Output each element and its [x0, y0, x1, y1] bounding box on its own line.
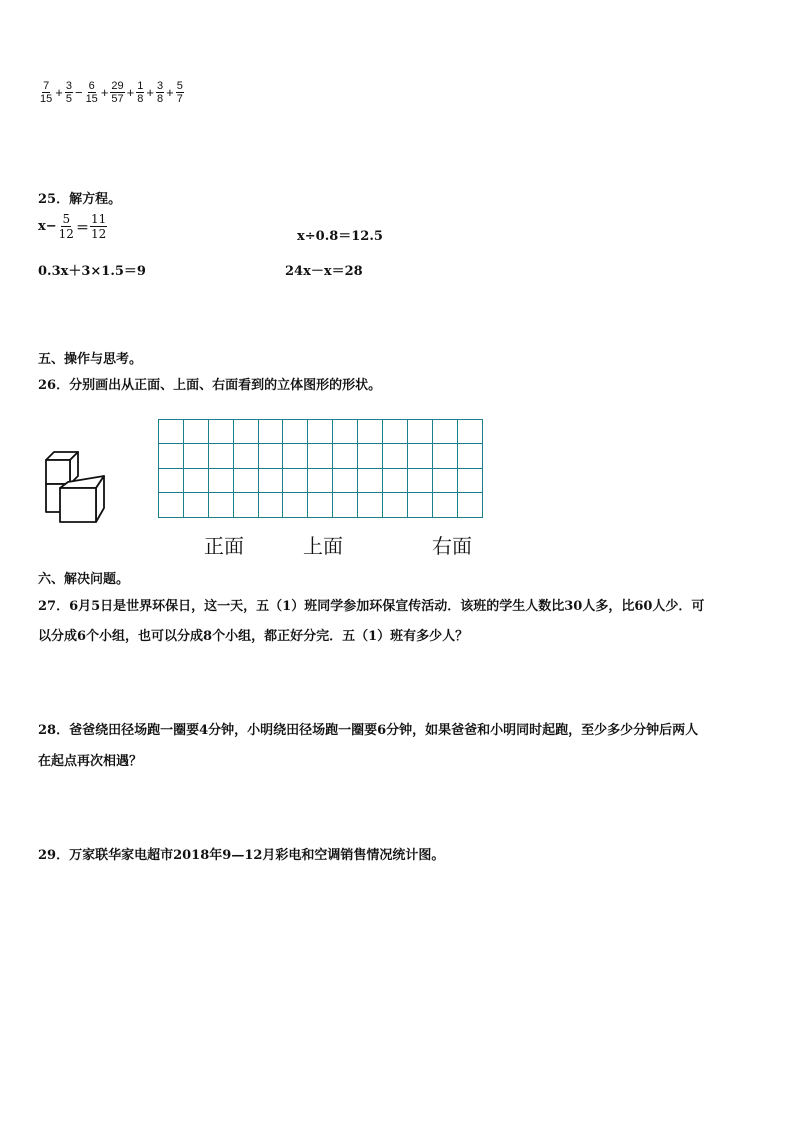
- grid-cell[interactable]: [383, 493, 408, 517]
- grid-cell[interactable]: [432, 493, 457, 517]
- grid-cell[interactable]: [308, 420, 333, 444]
- section-6-title: 六、解决问题。: [38, 572, 130, 587]
- grid-cell[interactable]: [383, 444, 408, 468]
- grid-cell[interactable]: [283, 493, 308, 517]
- section-5-title: 五、操作与思考。: [38, 352, 143, 367]
- q28-line-1: 28．爸爸绕田径场跑一圈要4分钟，小明绕田径场跑一圈要6分钟，如果爸爸和小明同时起跑，至少多少分钟后两人: [38, 723, 699, 738]
- grid-cell[interactable]: [358, 420, 383, 444]
- fraction-term: $\frac{1}{8}$: [137, 80, 144, 105]
- label-front-view: 正面: [204, 534, 244, 558]
- operator: +: [146, 85, 154, 100]
- fraction-term: $\frac{29}{57}$: [111, 80, 124, 105]
- grid-table[interactable]: [158, 419, 483, 518]
- operator: −: [74, 85, 83, 100]
- grid-cell[interactable]: [333, 420, 358, 444]
- fraction-term: $\frac{7}{15}$: [40, 80, 53, 105]
- q25-equation-2: x÷0.8＝12.5: [297, 229, 383, 244]
- grid-cell[interactable]: [258, 468, 283, 492]
- grid-cell[interactable]: [457, 444, 482, 468]
- operator: +: [55, 85, 63, 100]
- q25-title: 25．解方程。: [38, 192, 122, 207]
- grid-cell[interactable]: [283, 420, 308, 444]
- fraction-term: $\frac{3}{8}$: [156, 80, 164, 105]
- grid-cell[interactable]: [407, 420, 432, 444]
- q25-equation-1: x− $\frac{5}{12}$ ＝ $\frac{11}{12}$: [38, 212, 107, 241]
- grid-cell[interactable]: [258, 493, 283, 517]
- fraction-term: $\frac{5}{7}$: [176, 80, 183, 105]
- grid-cell[interactable]: [208, 493, 233, 517]
- grid-cell[interactable]: [333, 468, 358, 492]
- grid-cell[interactable]: [308, 468, 333, 492]
- grid-cell[interactable]: [159, 468, 184, 492]
- label-top-view: 上面: [303, 534, 343, 558]
- grid-cell[interactable]: [358, 468, 383, 492]
- label-right-view: 右面: [432, 534, 472, 558]
- operator: +: [166, 85, 174, 100]
- grid-cell[interactable]: [183, 493, 208, 517]
- grid-cell[interactable]: [183, 468, 208, 492]
- grid-cell[interactable]: [407, 468, 432, 492]
- grid-cell[interactable]: [432, 420, 457, 444]
- fraction-term: $\frac{6}{15}$: [85, 80, 98, 105]
- grid-cell[interactable]: [308, 493, 333, 517]
- q26-title: 26．分别画出从正面、上面、右面看到的立体图形的形状。: [38, 378, 382, 393]
- grid-cell[interactable]: [383, 420, 408, 444]
- grid-cell[interactable]: [333, 493, 358, 517]
- q28-line-2: 在起点再次相遇？: [38, 754, 143, 769]
- grid-cell[interactable]: [159, 420, 184, 444]
- grid-cell[interactable]: [432, 444, 457, 468]
- grid-cell[interactable]: [358, 444, 383, 468]
- q25-equation-3: 0.3x＋3×1.5＝9: [38, 264, 146, 279]
- operator: +: [100, 85, 109, 100]
- grid-cell[interactable]: [407, 444, 432, 468]
- grid-cell[interactable]: [183, 420, 208, 444]
- q27-line-1: 27．6月5日是世界环保日，这一天，五（1）班同学参加环保宣传活动．该班的学生人数比30人多，比60人少．可: [38, 599, 705, 614]
- grid-cell[interactable]: [159, 444, 184, 468]
- grid-cell[interactable]: [208, 444, 233, 468]
- grid-cell[interactable]: [233, 420, 258, 444]
- grid-cell[interactable]: [457, 468, 482, 492]
- grid-cell[interactable]: [383, 468, 408, 492]
- grid-cell[interactable]: [407, 493, 432, 517]
- grid-cell[interactable]: [159, 493, 184, 517]
- grid-cell[interactable]: [258, 420, 283, 444]
- grid-cell[interactable]: [457, 493, 482, 517]
- grid-cell[interactable]: [208, 468, 233, 492]
- grid-cell[interactable]: [258, 444, 283, 468]
- grid-cell[interactable]: [208, 420, 233, 444]
- grid-cell[interactable]: [233, 444, 258, 468]
- q25-equation-4: 24x－x＝28: [285, 264, 363, 279]
- drawing-grid[interactable]: [158, 419, 483, 518]
- grid-cell[interactable]: [308, 444, 333, 468]
- grid-cell[interactable]: [358, 493, 383, 517]
- fraction-term: $\frac{3}{5}$: [65, 80, 72, 105]
- grid-cell[interactable]: [457, 420, 482, 444]
- grid-cell[interactable]: [283, 444, 308, 468]
- operator: +: [126, 85, 135, 100]
- grid-cell[interactable]: [283, 468, 308, 492]
- fraction-expression: [38, 80, 185, 105]
- grid-cell[interactable]: [233, 468, 258, 492]
- grid-cell[interactable]: [333, 444, 358, 468]
- q27-line-2: 以分成6个小组，也可以分成8个小组，都正好分完．五（1）班有多少人？: [38, 629, 469, 644]
- cube-stack-figure: [38, 448, 110, 526]
- grid-cell[interactable]: [183, 444, 208, 468]
- q29-title: 29．万家联华家电超市2018年9—12月彩电和空调销售情况统计图。: [38, 848, 445, 863]
- grid-cell[interactable]: [233, 493, 258, 517]
- grid-cell[interactable]: [432, 468, 457, 492]
